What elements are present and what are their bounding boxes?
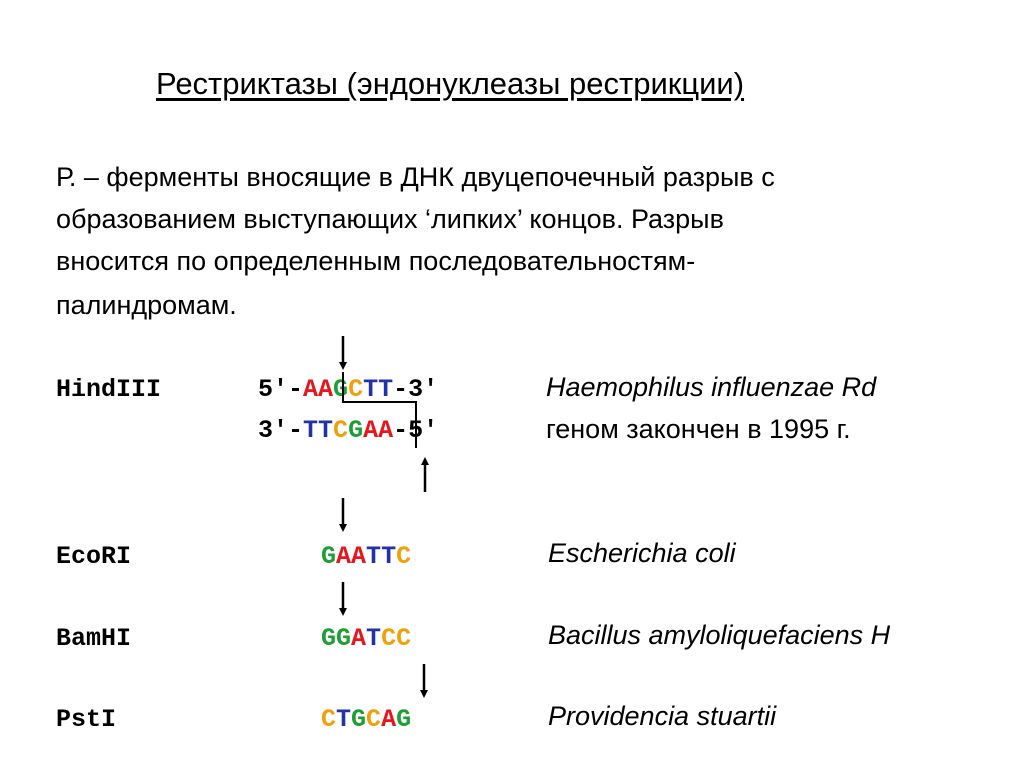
hindiii-bottom-prefix: 3′-: [258, 416, 304, 445]
hindiii-genome-note: геном закончен в 1995 г.: [546, 414, 851, 444]
ecori-organism: Escherichia coli: [548, 538, 736, 568]
nucleotide-g: G: [321, 542, 337, 571]
psti-name: PstI: [56, 705, 117, 734]
nucleotide-a: A: [303, 375, 319, 404]
hindiii-bottom-suffix: -5′: [393, 416, 439, 445]
nucleotide-a: A: [336, 542, 352, 571]
description-line-1: Р. – ферменты вносящие в ДНК двуцепочечный разрыв с: [56, 162, 775, 192]
nucleotide-t: T: [381, 542, 397, 571]
nucleotide-t: T: [366, 624, 382, 653]
nucleotide-a: A: [378, 416, 394, 445]
nucleotide-t: T: [378, 375, 394, 404]
description-line-2: образованием выступающих ‘липких’ концов. Разрыв: [56, 204, 724, 234]
nucleotide-a: A: [351, 542, 367, 571]
page-title: Рестриктазы (эндонуклеазы рестрикции): [156, 66, 745, 101]
hindiii-name: HindIII: [56, 375, 162, 404]
nucleotide-g: G: [321, 624, 337, 653]
nucleotide-g: G: [396, 705, 412, 734]
nucleotide-a: A: [318, 375, 334, 404]
psti-organism: Providencia stuartii: [548, 701, 777, 731]
nucleotide-t: T: [336, 705, 352, 734]
nucleotide-g: G: [348, 416, 364, 445]
nucleotide-t: T: [366, 542, 382, 571]
hindiii-organism: Haemophilus influenzae Rd: [546, 372, 877, 402]
hindiii-staggered-cut-line: [343, 372, 416, 448]
nucleotide-a: A: [363, 416, 379, 445]
nucleotide-g: G: [333, 375, 349, 404]
hindiii-top-prefix: 5′-: [258, 375, 304, 404]
nucleotide-c: C: [333, 416, 349, 445]
nucleotide-a: A: [351, 624, 367, 653]
nucleotide-t: T: [318, 416, 334, 445]
nucleotide-c: C: [348, 375, 364, 404]
description-line-3: вносится по определенным последовательностям-: [56, 246, 696, 276]
nucleotide-t: T: [303, 416, 319, 445]
nucleotide-c: C: [396, 542, 412, 571]
bamhi-organism: Bacillus amyloliquefaciens H: [548, 620, 891, 650]
nucleotide-c: C: [321, 705, 337, 734]
nucleotide-c: C: [366, 705, 382, 734]
ecori-name: EcoRI: [56, 542, 132, 571]
hindiii-top-suffix: -3′: [393, 375, 439, 404]
bamhi-name: BamHI: [56, 624, 132, 653]
description-line-4: палиндромам.: [56, 290, 237, 320]
nucleotide-t: T: [363, 375, 379, 404]
nucleotide-a: A: [381, 705, 397, 734]
nucleotide-c: C: [381, 624, 397, 653]
nucleotide-g: G: [351, 705, 367, 734]
nucleotide-c: C: [396, 624, 412, 653]
nucleotide-g: G: [336, 624, 352, 653]
